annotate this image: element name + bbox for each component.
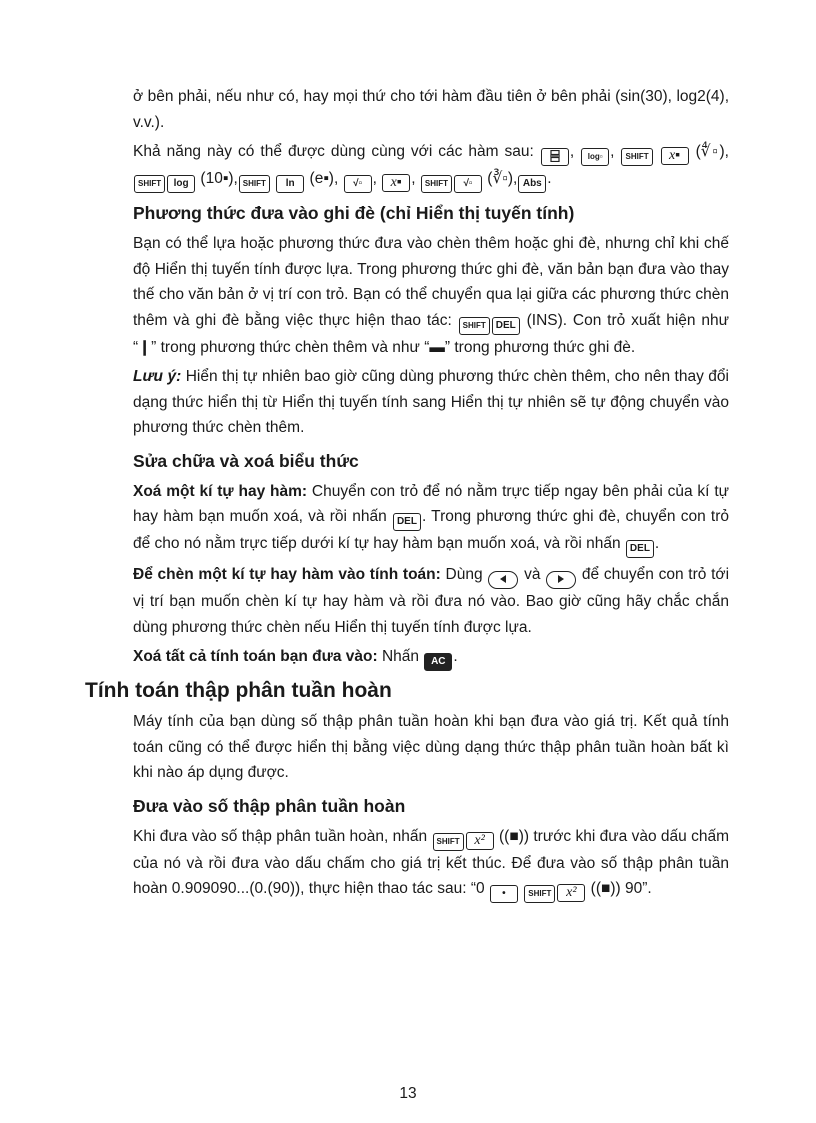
del-key: DEL — [393, 513, 421, 531]
note-text: Hiển thị tự nhiên bao giờ cũng dùng phương thức chèn thêm, cho nên thay đổi dạng thức hiển thị từ Hiển thị tuyến tính sang Hiển thị tự nhiên sẽ tự động chuyển vào phương thức chèn thêm. — [133, 368, 729, 436]
right-arrow-key-icon — [546, 571, 576, 589]
insert-and: và — [524, 566, 541, 583]
recurring-input-text-b: ((■)) trước khi đưa vào dấu chấm của nó và rồi đưa vào dấu chấm cho giá trị kết thúc. Để đưa vào số thập phân tuần hoàn 0.909090...(0.(90)), thực hiện thao tác sau: “0 — [133, 827, 730, 897]
log-base-key: log▫ — [581, 148, 609, 166]
fraction-key-icon — [541, 148, 569, 166]
note-paragraph — [133, 364, 729, 441]
abs-key: Abs — [518, 175, 546, 193]
paragraph-continuation — [133, 84, 729, 135]
page-content — [85, 84, 730, 903]
del-key: DEL — [626, 540, 654, 558]
recurring-paragraph — [133, 709, 729, 786]
recurring-input-text-a: Khi đưa vào số thập phân tuần hoàn, nhấn — [133, 827, 428, 845]
delete-label: Xoá một kí tự hay hàm: — [133, 482, 308, 500]
root-note: (∜▫) — [695, 143, 725, 160]
delete-text-a: Chuyển con trỏ để nó nằm trực tiếp ngay bên phải của kí tự hay hàm bạn muốn xoá, và rồi nhấn — [133, 482, 729, 525]
functions-intro: Khả năng này có thể được dùng cùng với các hàm sau: — [133, 143, 534, 160]
cube-root-note: (∛▫) — [487, 170, 513, 187]
recurring-input-paragraph — [133, 824, 729, 904]
dot-key: • — [490, 885, 518, 903]
x-power-key: x▪ — [661, 147, 689, 165]
shift-key: SHIFT — [433, 833, 464, 851]
continuation-text: ở bên phải, nếu như có, hay mọi thứ cho tới hàm đầu tiên ở bên phải (sin(30), log2(4), v.v.). — [133, 88, 729, 131]
insert-text-a: Dùng — [445, 566, 483, 583]
shift-key: SHIFT — [459, 317, 490, 335]
shift-key: SHIFT — [524, 885, 555, 903]
clear-text: Nhấn — [381, 648, 419, 665]
insert-label: Để chèn một kí tự hay hàm vào tính toán: — [133, 566, 441, 583]
e-power-note: (e▪) — [309, 170, 334, 187]
sqrt-key: √▫ — [454, 175, 482, 193]
x-squared-key: x² — [466, 832, 494, 850]
recurring-text: Máy tính của bạn dùng số thập phân tuần hoàn khi bạn đưa vào giá trị. Kết quả tính toán cũng có thể được hiển thị bằng việc dùng dạng thức thập phân tuần hoàn bất kì khi nào áp dụng được. — [133, 713, 729, 781]
ln-key: ln — [276, 175, 304, 193]
delete-text-b: . Trong phương thức ghi đè, chuyển con trỏ để cho nó nằm trực tiếp dưới kí tự hay hàm bạn muốn xoá, và rồi nhấn — [133, 508, 730, 552]
delete-text-c: . — [654, 535, 660, 552]
recurring-input-heading: Đưa vào số thập phân tuần hoàn — [133, 795, 406, 816]
x-squared-key: x² — [557, 884, 585, 902]
x-power-key: x▪ — [382, 174, 410, 192]
overwrite-text-b: (INS). Con trỏ xuất hiện như “❙” trong phương thức chèn thêm và như “▬” trong phương thức ghi đè. — [133, 311, 729, 356]
clear-paragraph — [133, 644, 729, 671]
page-number: 13 — [399, 1085, 417, 1102]
insert-paragraph — [133, 562, 729, 640]
paragraph-functions: Khả năng này có thể được dùng cùng với các hàm sau: , log▫ , SHIFT x▪ (∜▫), SHIFT log (10▪), SHIFT ln (e▪), √▫ , x▪ , SHIFT √▫ (∛▫), Abs . — [133, 139, 729, 193]
ac-key: AC — [424, 653, 452, 671]
ten-power-note: (10▪) — [200, 170, 234, 187]
note-label: Lưu ý: — [133, 368, 182, 385]
sqrt-key: √▫ — [344, 175, 372, 193]
clear-label: Xoá tất cả tính toán bạn đưa vào: — [133, 648, 378, 665]
log-key: log — [167, 175, 195, 193]
insert-text-b: để chuyển con trỏ tới vị trí bạn muốn chèn kí tự hay hàm và rồi đưa nó vào. Bao giờ cũng hãy chắc chắn dùng phương thức chèn nếu Hiển thị tuyến tính được lựa. — [133, 566, 730, 636]
left-arrow-key-icon — [488, 571, 518, 589]
clear-end: . — [453, 648, 458, 665]
overwrite-paragraph — [133, 231, 729, 360]
shift-key: SHIFT — [239, 175, 270, 193]
overwrite-text-a: Bạn có thể lựa hoặc phương thức đưa vào chèn thêm hoặc ghi đè, nhưng chỉ khi chế độ Hiển thị tuyến tính được lựa. Trong phương thức ghi đè, văn bản bạn đưa vào thay thế cho văn bản ở vị trí con trỏ. Bạn có thể chuyển qua lại giữa các phương thức chèn thêm và ghi đè bằng việc thực hiện thao tác: — [133, 235, 729, 329]
recurring-input-text-c: ((■)) 90”. — [590, 880, 652, 897]
overwrite-heading: Phương thức đưa vào ghi đè (chỉ Hiển thị tuyến tính) — [133, 203, 575, 223]
edit-heading: Sửa chữa và xoá biểu thức — [133, 450, 359, 471]
delete-paragraph — [133, 479, 729, 559]
shift-key: SHIFT — [421, 175, 452, 193]
shift-key: SHIFT — [621, 148, 652, 166]
recurring-heading: Tính toán thập phân tuần hoàn — [85, 679, 392, 702]
del-key: DEL — [492, 317, 520, 335]
shift-key: SHIFT — [134, 175, 165, 193]
